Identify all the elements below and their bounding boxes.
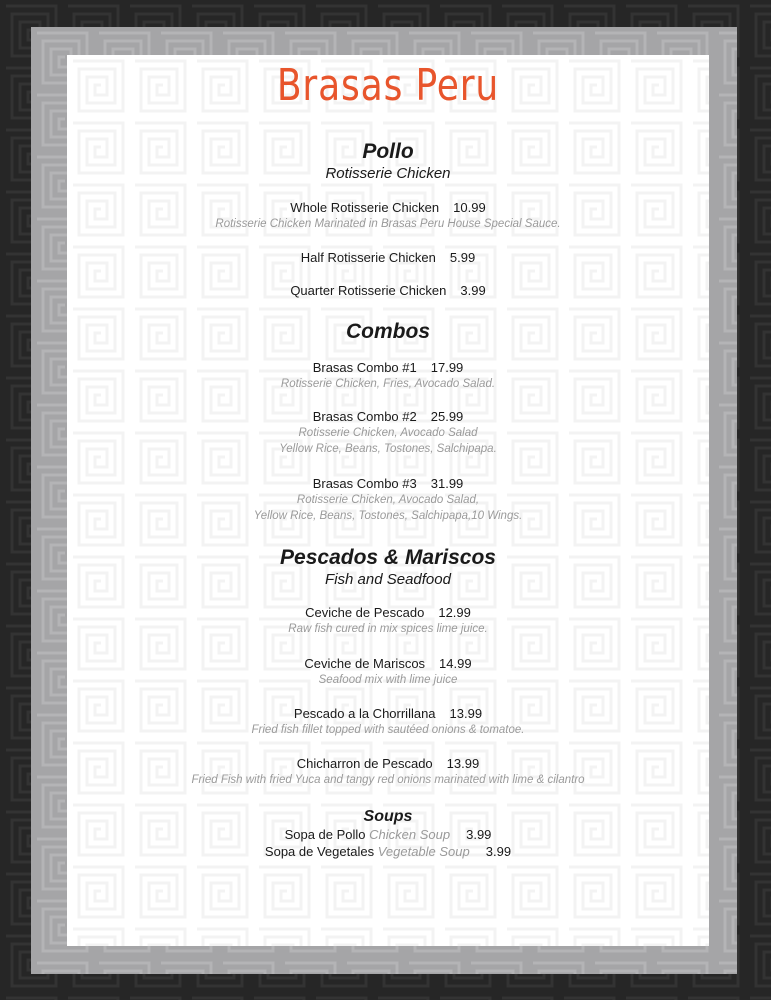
menu-item <box>67 656 709 688</box>
item-price: 3.99 <box>466 827 492 842</box>
restaurant-logo: Brasas Peru <box>276 60 500 111</box>
menu-item <box>67 283 709 299</box>
item-description: Rotisserie Chicken, Fries, Avocado Salad. <box>280 378 496 390</box>
item-name: Quarter Rotisserie Chicken <box>290 283 447 298</box>
item-price: 17.99 <box>430 360 464 375</box>
menu-page <box>67 55 709 946</box>
item-description: Rotisserie Chicken Marinated in Brasas Peru House Special Sauce. <box>215 218 561 230</box>
item-name: Brasas Combo #3 <box>312 476 417 491</box>
item-description: Fried fish fillet topped with sautéed onions & tomatoe. <box>251 724 525 736</box>
item-price: 12.99 <box>438 605 471 620</box>
item-price: 25.99 <box>430 409 464 424</box>
menu-item <box>67 250 709 266</box>
item-name: Pescado a la Chorrillana <box>293 706 436 721</box>
item-name: Chicharron de Pescado <box>296 756 433 771</box>
item-price: 5.99 <box>449 250 476 265</box>
item-description: Rotisserie Chicken, Avocado Salad <box>298 427 478 439</box>
item-name: Brasas Combo #2 <box>312 409 417 424</box>
section-title-pollo: Pollo <box>362 140 414 163</box>
menu-item <box>67 409 709 457</box>
menu-item <box>67 360 709 392</box>
menu-item <box>67 756 709 788</box>
item-description: Rotisserie Chicken, Avocado Salad, <box>296 494 480 506</box>
item-price: 14.99 <box>439 656 472 671</box>
item-description: Vegetable Soup <box>377 844 470 859</box>
item-price: 31.99 <box>430 476 464 491</box>
item-price: 3.99 <box>460 283 486 298</box>
section-title-soups: Soups <box>363 808 413 825</box>
item-name: Brasas Combo #1 <box>312 360 417 375</box>
section-subtitle-pollo: Rotisserie Chicken <box>325 165 451 182</box>
section-title-seafood: Pescados & Mariscos <box>280 546 496 569</box>
item-price: 3.99 <box>485 844 512 859</box>
menu-item <box>67 605 709 637</box>
item-name: Ceviche de Pescado <box>305 605 425 620</box>
item-name: Sopa de Vegetales <box>264 844 375 859</box>
item-name: Sopa de Pollo <box>284 827 366 842</box>
item-description: Seafood mix with lime juice <box>318 674 458 686</box>
menu-item <box>67 826 709 843</box>
menu-item <box>67 476 709 524</box>
item-price: 10.99 <box>453 200 486 215</box>
section-title-combos: Combos <box>346 320 430 343</box>
item-name: Half Rotisserie Chicken <box>300 250 436 265</box>
menu-item <box>67 200 709 232</box>
item-description: Fried Fish with fried Yuca and tangy red onions marinated with lime & cilantro <box>191 774 585 786</box>
menu-item <box>67 843 709 860</box>
menu-item <box>67 706 709 738</box>
item-price: 13.99 <box>446 756 480 771</box>
item-price: 13.99 <box>449 706 483 721</box>
item-description: Raw fish cured in mix spices lime juice. <box>288 623 488 635</box>
section-subtitle-seafood: Fish and Seadfood <box>325 571 451 588</box>
item-description: Chicken Soup <box>369 827 451 842</box>
item-name: Whole Rotisserie Chicken <box>290 200 440 215</box>
item-name: Ceviche de Mariscos <box>304 656 426 671</box>
item-description: Yellow Rice, Beans, Tostones, Salchipapa,10 Wings. <box>253 510 523 522</box>
item-description: Yellow Rice, Beans, Tostones, Salchipapa. <box>279 443 497 455</box>
